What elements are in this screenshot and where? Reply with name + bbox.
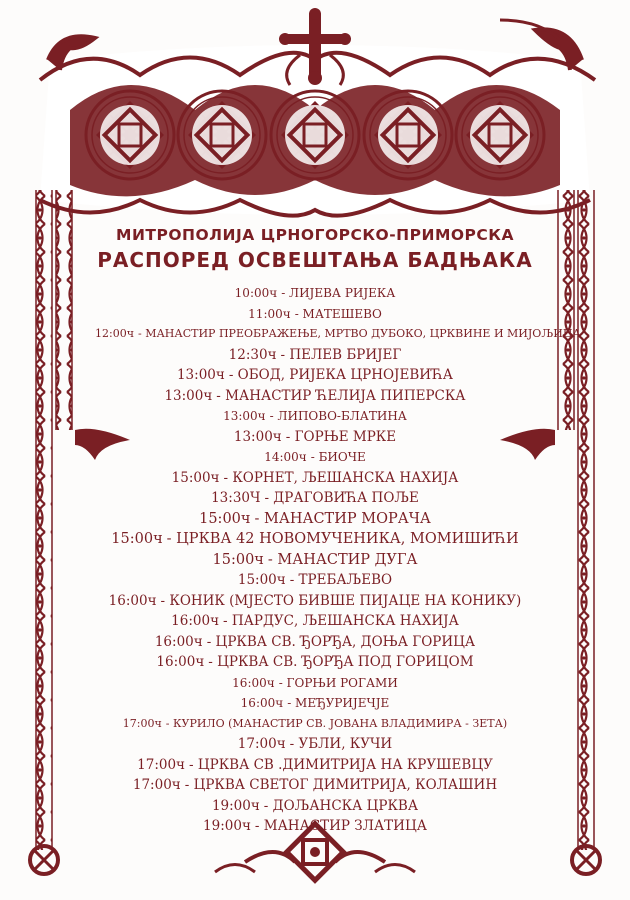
schedule-list: [95, 283, 581, 837]
schedule-time: 15:00ч: [237, 572, 286, 588]
schedule-row: [95, 406, 535, 427]
schedule-time: 16:00ч: [240, 696, 284, 710]
schedule-row: [95, 652, 535, 673]
schedule-place: - ЛИЈЕВА РИЈЕКА: [281, 286, 396, 300]
schedule-time: 11:00ч: [248, 306, 291, 321]
schedule-row: [95, 796, 535, 817]
schedule-place: - ДРАГОВИЋА ПОЉЕ: [264, 490, 419, 506]
schedule-place: - МАНАСТИР МОРАЧА: [254, 510, 431, 527]
schedule-place: - МАНАСТИР ЋЕЛИЈА ПИПЕРСКА: [216, 387, 466, 404]
schedule-time: 13:00ч: [223, 409, 266, 423]
schedule-place: - МАНАСТИР ЗЛАТИЦА: [254, 818, 427, 834]
schedule-time: 17:00ч: [132, 777, 181, 793]
schedule-row: [95, 693, 535, 714]
schedule-time: 16:00ч: [232, 675, 275, 690]
schedule-time: 19:00ч: [203, 818, 251, 834]
schedule-row: [95, 550, 535, 571]
schedule-place: - БИОЧЕ: [310, 450, 366, 464]
schedule-row: [95, 816, 535, 837]
schedule-place: - УБЛИ, КУЧИ: [289, 736, 393, 752]
schedule-row: [95, 365, 535, 386]
schedule-place: - МАТЕШЕВО: [294, 306, 382, 321]
schedule-place: - ЛИПОВО-БЛАТИНА: [269, 409, 407, 423]
schedule-row: [95, 386, 535, 407]
schedule-time: 10:00ч: [234, 286, 278, 300]
metropolis-heading: МИТРОПОЛИЈА ЦРНОГОРСКО-ПРИМОРСКА: [116, 226, 514, 244]
schedule-time: 15:00ч: [111, 531, 163, 547]
schedule-time: 13:00ч: [233, 428, 282, 445]
schedule-place: - ОБОД, РИЈЕКА ЦРНОЈЕВИЋА: [228, 367, 454, 383]
schedule-place: - ЦРКВА СВ. ЂОРЂА ПОД ГОРИЦОМ: [208, 654, 474, 670]
schedule-row: [95, 509, 535, 530]
schedule-row: [95, 673, 535, 694]
schedule-time: 13:30Ч: [211, 490, 261, 506]
schedule-place: - МАНАСТИР ДУГА: [267, 551, 418, 568]
schedule-time: 14:00ч: [264, 450, 307, 464]
schedule-place: - ЦРКВА СВЕТОГ ДИМИТРИЈА, КОЛАШИН: [184, 777, 498, 793]
schedule-time: 12:30ч: [228, 346, 277, 363]
schedule-time: 16:00ч: [156, 654, 205, 670]
schedule-place: - ЦРКВА 42 НОВОМУЧЕНИКА, МОМИШИЋИ: [166, 531, 519, 547]
schedule-time: 13:00ч: [176, 367, 225, 383]
schedule-row: [95, 488, 535, 509]
schedule-place: - ГОРЊИ РОГАМИ: [278, 675, 398, 690]
schedule-row: [95, 734, 535, 755]
schedule-time: 16:00ч: [154, 633, 203, 650]
schedule-row: [95, 755, 535, 776]
schedule-time: 17:00ч: [137, 756, 185, 773]
schedule-time: 13:00ч: [164, 387, 213, 404]
schedule-place: - ПЕЛЕВ БРИЈЕГ: [280, 346, 402, 363]
schedule-row: [95, 632, 535, 653]
schedule-place: - ПАРДУС, ЉЕШАНСКА НАХИЈА: [223, 613, 459, 629]
schedule-row: [95, 611, 535, 632]
schedule-place: - КОРНЕТ, ЉЕШАНСКА НАХИЈА: [223, 469, 459, 486]
schedule-row: [95, 529, 535, 550]
schedule-place: - ГОРЊЕ МРКЕ: [285, 428, 397, 445]
schedule-time: 17:00ч: [122, 716, 162, 730]
schedule-time: 15:00ч: [171, 469, 220, 486]
schedule-row: [95, 591, 535, 612]
schedule-row: [95, 345, 535, 366]
schedule-place: - ЦРКВА СВ .ДИМИТРИЈА НА КРУШЕВЦУ: [189, 756, 493, 773]
schedule-time: 19:00ч: [211, 797, 260, 814]
schedule-row: [95, 468, 535, 489]
schedule-place: - МАНАСТИР ПРЕОБРАЖЕЊЕ, МРТВО ДУБОКО, ЦРКВИНЕ И МИЈОЉИЦА: [137, 327, 581, 340]
schedule-time: 16:00ч: [171, 613, 220, 629]
schedule-row: [95, 714, 535, 735]
schedule-time: 16:00ч: [108, 592, 157, 609]
schedule-time: 15:00ч: [212, 551, 264, 568]
schedule-row: [95, 447, 535, 468]
schedule-row: [95, 304, 535, 325]
schedule-place: - КУРИЛО (МАНАСТИР СВ. ЈОВАНА ВЛАДИМИРА - ЗЕТА): [165, 716, 508, 730]
schedule-time: 12:00ч: [95, 327, 134, 340]
schedule-place: - МЕЂУРИЈЕЧЈЕ: [287, 696, 390, 710]
schedule-time: 17:00ч: [237, 736, 286, 752]
schedule-place: - КОНИК (МЈЕСТО БИВШЕ ПИЈАЦЕ НА КОНИКУ): [160, 592, 522, 609]
schedule-row: [95, 570, 535, 591]
schedule-row: [95, 427, 535, 448]
schedule-place: - ДОЉАНСКА ЦРКВА: [263, 797, 419, 814]
schedule-place: - ЦРКВА СВ. ЂОРЂА, ДОЊА ГОРИЦА: [206, 633, 476, 650]
schedule-row: [95, 283, 535, 304]
schedule-row: [95, 324, 581, 345]
schedule-place: - ТРЕБАЉЕВО: [289, 572, 393, 588]
schedule-time: 15:00ч: [199, 510, 251, 527]
page-title: РАСПОРЕД ОСВЕШТАЊА БАДЊАКА: [97, 248, 533, 272]
schedule-row: [95, 775, 535, 796]
